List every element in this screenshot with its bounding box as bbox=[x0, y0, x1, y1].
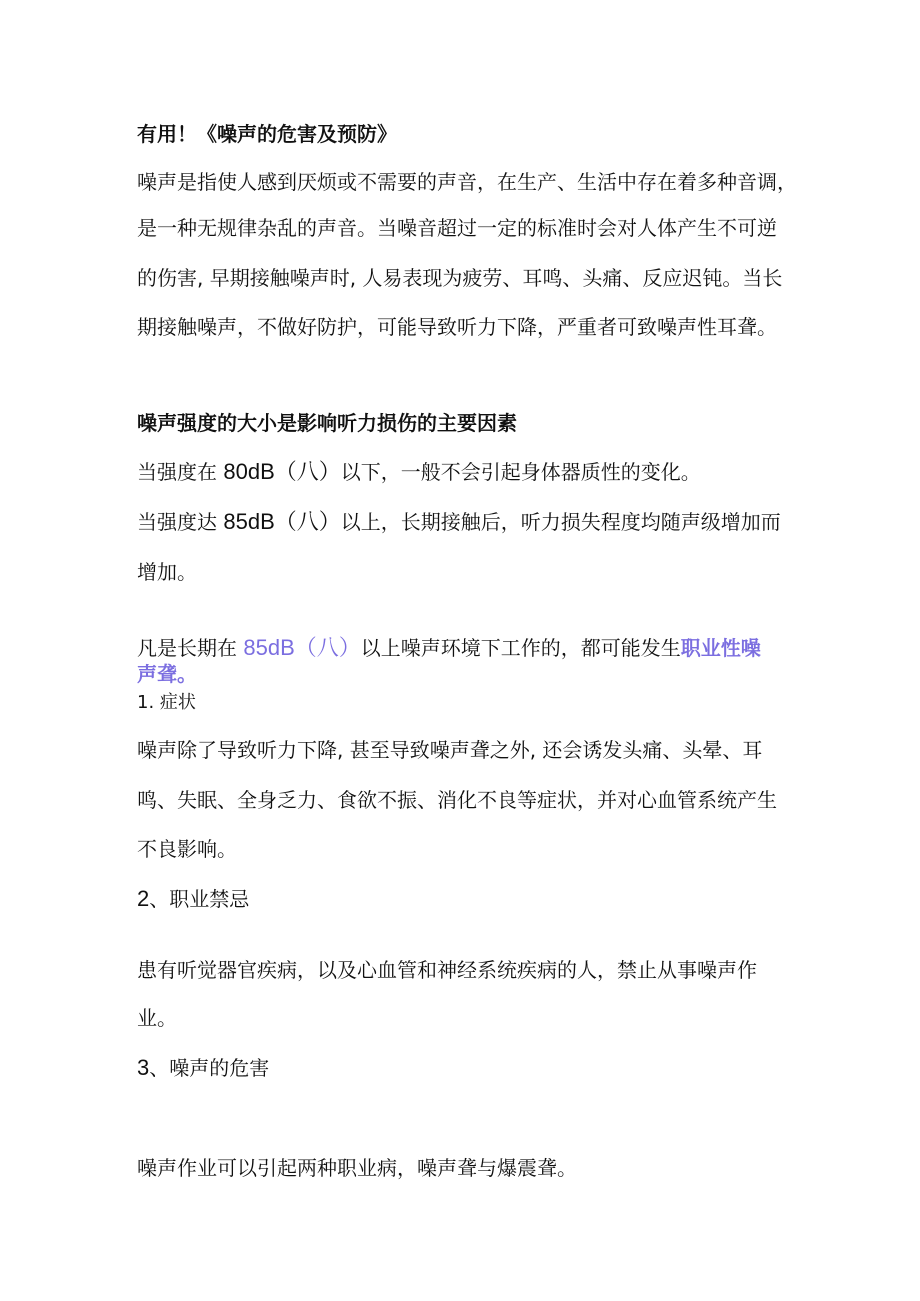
intensity-line-80db bbox=[137, 460, 701, 484]
symptoms-line: 噪声除了导致听力下降, 甚至导致噪声聋之外, 还会诱发头痛、头晕、耳 bbox=[137, 738, 763, 762]
text-segment: 以下，一般不会引起身体器质性的变化。 bbox=[340, 460, 701, 484]
hazards-line: 噪声作业可以引起两种职业病，噪声聋与爆震聋。 bbox=[137, 1156, 577, 1180]
occupational-deafness-cont: 声聋。 bbox=[137, 662, 197, 686]
intro-line: 噪声是指使人感到厌烦或不需要的声音，在生产、生活中存在着多种音调， bbox=[137, 170, 797, 194]
contraindications-line: 患有听觉器官疾病，以及心血管和神经系统疾病的人，禁止从事噪声作 bbox=[137, 958, 757, 982]
text-segment: 当强度达 bbox=[137, 510, 224, 534]
text-segment: 凡是长期在 bbox=[137, 636, 244, 660]
intro-line: 期接触噪声，不做好防护，可能导致听力下降，严重者可致噪声性耳聋。 bbox=[137, 315, 777, 339]
section-title: 、噪声的危害 bbox=[149, 1056, 270, 1080]
text-segment: 以上，长期接触后，听力损失程度均随声级增加而 bbox=[340, 510, 781, 534]
text-segment: 当强度在 bbox=[137, 460, 224, 484]
occupational-deafness-highlight: 职业性噪 bbox=[680, 636, 761, 660]
intro-line: 是一种无规律杂乱的声音。当噪音超过一定的标准时会对人体产生不可逆 bbox=[137, 216, 777, 240]
section-number: 3 bbox=[137, 1055, 150, 1080]
symptoms-heading: 1. 症状 bbox=[137, 692, 196, 713]
symptoms-line: 不良影响。 bbox=[137, 837, 237, 861]
text-segment: 以上噪声环境下工作的，都可能发生 bbox=[360, 636, 681, 660]
document-title: 有用！《噪声的危害及预防》 bbox=[137, 122, 397, 146]
section-number: 2 bbox=[137, 886, 150, 911]
contraindications-heading bbox=[137, 887, 249, 911]
intensity-line-85db-cont: 增加。 bbox=[137, 560, 197, 584]
intensity-heading: 噪声强度的大小是影响听力损伤的主要因素 bbox=[137, 411, 517, 435]
decibel-value: 85dB（八） bbox=[223, 509, 341, 534]
section-title: 、职业禁忌 bbox=[149, 887, 250, 911]
symptoms-line: 鸣、失眠、全身乏力、食欲不振、消化不良等症状，并对心血管系统产生 bbox=[137, 788, 777, 812]
contraindications-line: 业。 bbox=[137, 1006, 177, 1030]
decibel-value: 80dB（八） bbox=[223, 459, 341, 484]
intro-line: 的伤害, 早期接触噪声时, 人易表现为疲劳、耳鸣、头痛、反应迟钝。当长 bbox=[137, 266, 783, 290]
hazards-heading bbox=[137, 1056, 269, 1080]
intensity-line-85db bbox=[137, 510, 781, 534]
decibel-value-highlight: 85dB（八） bbox=[243, 635, 361, 660]
occupational-deafness-line bbox=[137, 636, 761, 660]
